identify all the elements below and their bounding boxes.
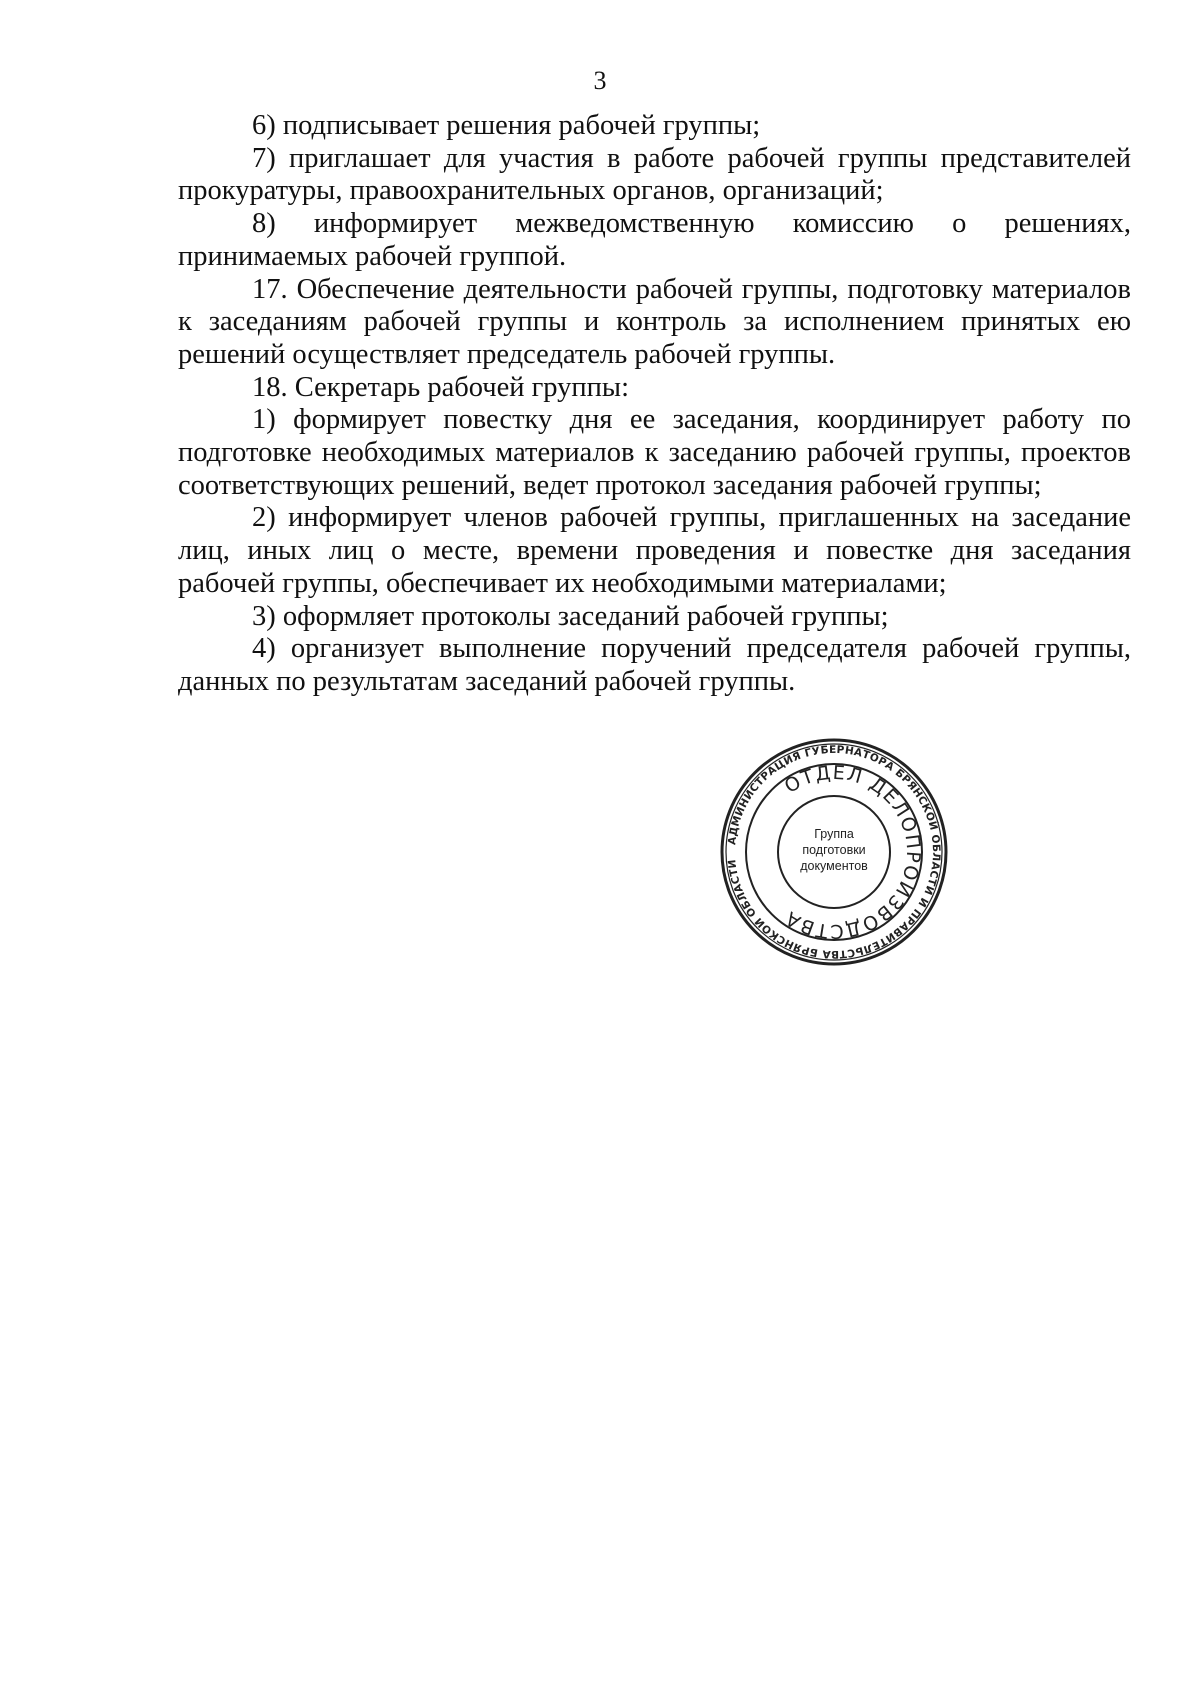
secretary-item-2: 2) информирует членов рабочей группы, приглашенных на заседание лиц, иных лиц о месте, времени проведения и повестке дня заседания рабочей группы, обеспечивает их необходимыми материалами; [178, 502, 1131, 599]
item-8-informs-commission: 8) информирует межведомственную комиссию о решениях, принимаемых рабочей группой. [178, 208, 1131, 272]
stamp-ring-text: ОТДЕЛ ДЕЛОПРОИЗВОДСТВА [780, 761, 925, 943]
secretary-item-3: 3) оформляет протоколы заседаний рабочей группы; [252, 600, 889, 632]
item-7-invites-representatives: 7) приглашает для участия в работе рабочей группы представителей прокуратуры, правоохранительных органов, организаций; [178, 142, 1131, 207]
stamp-center-line-1: Группа [814, 827, 854, 841]
secretary-item-1: 1) формирует повестку дня ее заседания, координирует работу по подготовке необходимых материалов к заседанию рабочей группы, проектов соответствующих решений, ведет протокол заседания рабочей группы; [178, 404, 1131, 501]
clause-17-chairman-duties: 17. Обеспечение деятельности рабочей группы, подготовку материалов к заседаниям рабочей группы и контроль за исполнением принятых ею решений осуществляет председатель рабочей группы. [178, 273, 1131, 370]
stamp-outer-text: АДМИНИСТРАЦИЯ ГУБЕРНАТОРА БРЯНСКОЙ ОБЛАСТИ И ПРАВИТЕЛЬСТВА БРЯНСКОЙ ОБЛАСТИ [726, 743, 943, 961]
item-6-signs-decisions: 6) подписывает решения рабочей группы; [252, 110, 761, 141]
page-number: 3 [593, 66, 607, 95]
official-seal-stamp [719, 737, 949, 967]
clause-18-secretary-heading: 18. Секретарь рабочей группы: [252, 371, 629, 403]
secretary-item-4: 4) организует выполнение поручений председателя рабочей группы, данных по результатам заседаний рабочей группы. [178, 633, 1131, 697]
document-body [178, 110, 1131, 699]
stamp-center-line-2: подготовки [802, 843, 866, 857]
stamp-center-line-3: документов [800, 859, 868, 873]
